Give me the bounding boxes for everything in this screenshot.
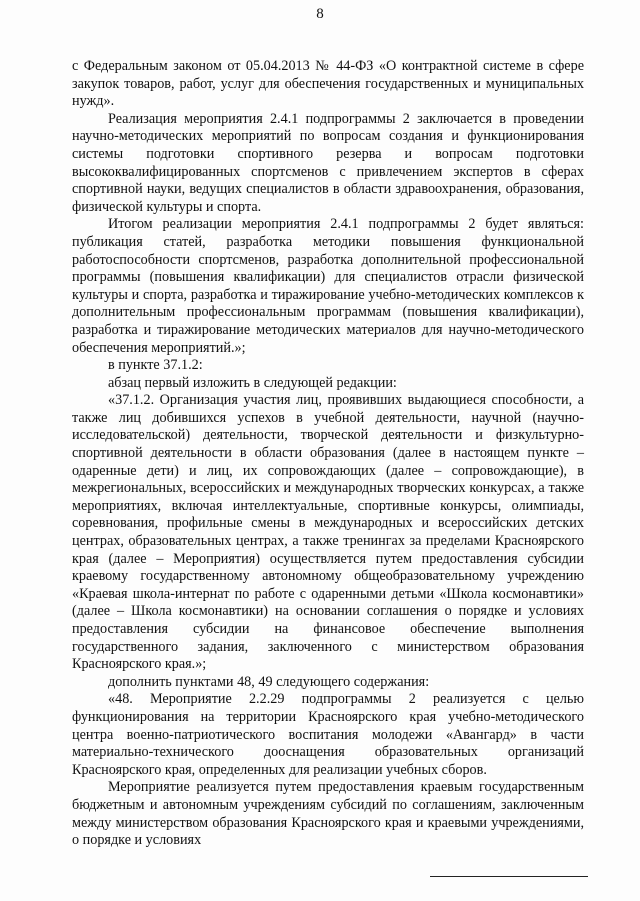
page-number: 8 [316,6,324,22]
paragraph-first-subparagraph: абзац первый изложить в следующей редакции: [108,374,397,391]
paragraph-add-items: дополнить пунктами 48, 49 следующего содержания: [108,673,430,690]
document-body [72,58,584,850]
paragraph-federal-law: с Федеральным законом от 05.04.2013 № 44-ФЗ «О контрактной системе в сфере закупок товаров, работ, услуг для обеспечения государственных и муниципальных нужд». [72,58,584,110]
paragraph-measure-2-4-1-result: Итогом реализации мероприятия 2.4.1 подпрограммы 2 будет являться: публикация статей, разработка методики повышения функциональной работоспособности спортсменов, разработка дополнительной профессиональной программы (повышения квалификации) для специалистов отрасли физической культуры и спорта, разработка и тиражирование учебно-методических комплексов к дополнительным профессиональным программам (повышения квалификации), разработка и тиражирование методических материалов для научно-методического обеспечения мероприятий.»; [72,216,584,356]
footer-divider [430,876,588,877]
paragraph-item-37-1-2: в пункте 37.1.2: [108,357,203,374]
paragraph-measure-2-4-1: Реализация мероприятия 2.4.1 подпрограммы 2 заключается в проведении научно-методических мероприятий по вопросам создания и функционирования системы подготовки спортивного резерва и вопросам подготовки высококвалифицированных спортсменов с привлечением экспертов в сферах спортивной науки, ведущих специалистов в области здравоохранения, образования, физической культуры и спорта. [72,110,584,215]
paragraph-item-48: «48. Мероприятие 2.2.29 подпрограммы 2 реализуется с целью функционирования на территории Красноярского края учебно-методического центра военно-патриотического воспитания молодежи «Авангард» в части материально-технического дооснащения образовательных организаций Красноярского края, определенных для реализации учебных сборов. [72,691,584,778]
paragraph-37-1-2-text: «37.1.2. Организация участия лиц, проявивших выдающиеся способности, а также лиц добившихся успехов в учебной деятельности, научной (научно-исследовательской) деятельности, творческой деятельности и физкультурно-спортивной деятельности в области образования (далее в настоящем пункте – одаренные дети) и лиц, их сопровождающих (далее – сопровождающие), в межрегиональных, всероссийских и международных творческих конкурсах, а также мероприятиях, включая интеллектуальные, спортивные конкурсы, олимпиады, соревнования, профильные смены в международных и всероссийских детских центрах, образовательных центрах, а также тренингах за пределами Красноярского края (далее – Мероприятия) осуществляется путем предоставления субсидии краевому государственному автономному общеобразовательному учреждению «Краевая школа-интернат по работе с одаренными детьми «Школа космонавтики» (далее – Школа космонавтики) на основании соглашения о порядке и условиях предоставления субсидии на финансовое обеспечение выполнения государственного задания, заключенного с министерством образования Красноярского края.»; [72,392,584,673]
paragraph-measure-implementation: Мероприятие реализуется путем предоставления краевым государственным бюджетным и автономным учреждениям субсидий по соглашениям, заключенным между министерством образования Красноярского края и краевыми учреждениями, о порядке и условиях [72,779,584,849]
